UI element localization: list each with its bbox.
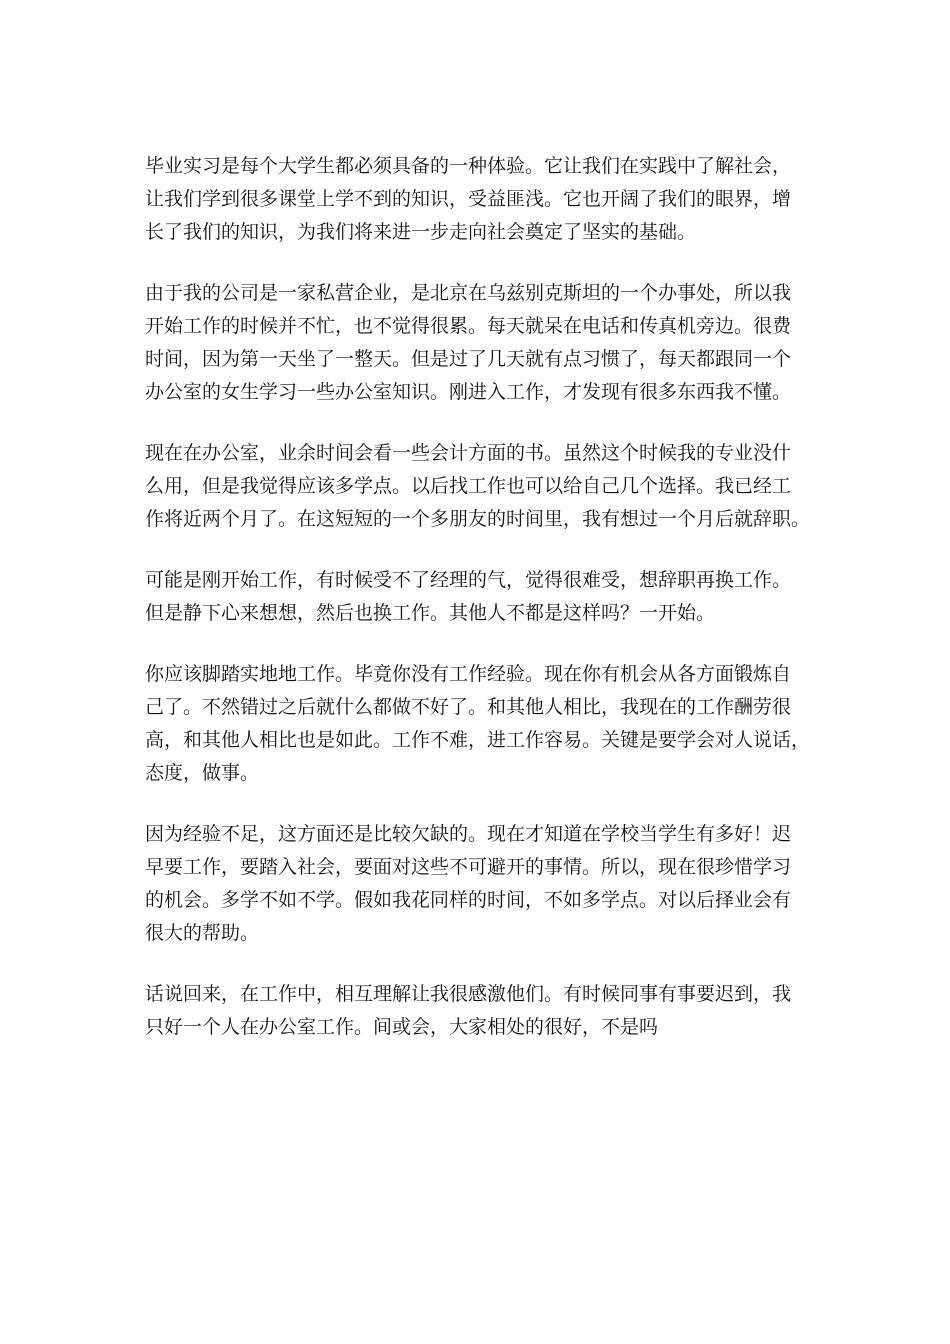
paragraph-2: [145, 277, 813, 409]
text-line: 态度，做事。: [145, 762, 260, 784]
paragraph-1: [145, 150, 813, 249]
text-line: 作将近两个月了。在这短短的一个多朋友的时间里，我有想过一个月后就辞职。: [145, 508, 811, 530]
text-line: 么用，但是我觉得应该多学点。以后找工作也可以给自己几个选择。我已经工: [145, 475, 792, 497]
text-line: 开始工作的时候并不忙，也不觉得很累。每天就呆在电话和传真机旁边。很费: [145, 315, 792, 337]
text-line: 因为经验不足，这方面还是比较欠缺的。现在才知道在学校当学生有多好！迟: [145, 823, 792, 845]
text-line: 办公室的女生学习一些办公室知识。刚进入工作，才发现有很多东西我不懂。: [145, 381, 792, 403]
text-line: 很大的帮助。: [145, 922, 260, 944]
paragraph-7: [145, 978, 813, 1044]
paragraph-6: [145, 818, 813, 950]
text-line: 现在在办公室，业余时间会看一些会计方面的书。虽然这个时候我的专业没什: [145, 442, 792, 464]
text-line: 时间，因为第一天坐了一整天。但是过了几天就有点习惯了，每天都跟同一个: [145, 348, 792, 370]
text-line: 毕业实习是每个大学生都必须具备的一种体验。它让我们在实践中了解社会，: [145, 155, 792, 177]
document-body: [145, 150, 813, 1072]
text-line: 你应该脚踏实地地工作。毕竟你没有工作经验。现在你有机会从各方面锻炼自: [145, 663, 792, 685]
text-line: 只好一个人在办公室工作。间或会，大家相处的很好，不是吗: [145, 1016, 659, 1038]
text-line: 让我们学到很多课堂上学不到的知识，受益匪浅。它也开阔了我们的眼界，增: [145, 188, 792, 210]
text-line: 话说回来，在工作中，相互理解让我很感激他们。有时候同事有事要迟到，我: [145, 983, 792, 1005]
text-line: 由于我的公司是一家私营企业，是北京在乌兹别克斯坦的一个办事处，所以我: [145, 282, 792, 304]
text-line: 长了我们的知识，为我们将来进一步走向社会奠定了坚实的基础。: [145, 221, 697, 243]
text-line: 的机会。多学不如不学。假如我花同样的时间，不如多学点。对以后择业会有: [145, 889, 792, 911]
paragraph-3: [145, 437, 813, 536]
paragraph-5: [145, 658, 813, 790]
text-line: 高，和其他人相比也是如此。工作不难，进工作容易。关键是要学会对人说话，: [145, 729, 811, 751]
text-line: 早要工作，要踏入社会，要面对这些不可避开的事情。所以，现在很珍惜学习: [145, 856, 792, 878]
text-line: 但是静下心来想想，然后也换工作。其他人不都是这样吗？一开始。: [145, 602, 716, 624]
paragraph-4: [145, 564, 813, 630]
text-line: 己了。不然错过之后就什么都做不好了。和其他人相比，我现在的工作酬劳很: [145, 696, 792, 718]
text-line: 可能是刚开始工作，有时候受不了经理的气，觉得很难受，想辞职再换工作。: [145, 569, 792, 591]
